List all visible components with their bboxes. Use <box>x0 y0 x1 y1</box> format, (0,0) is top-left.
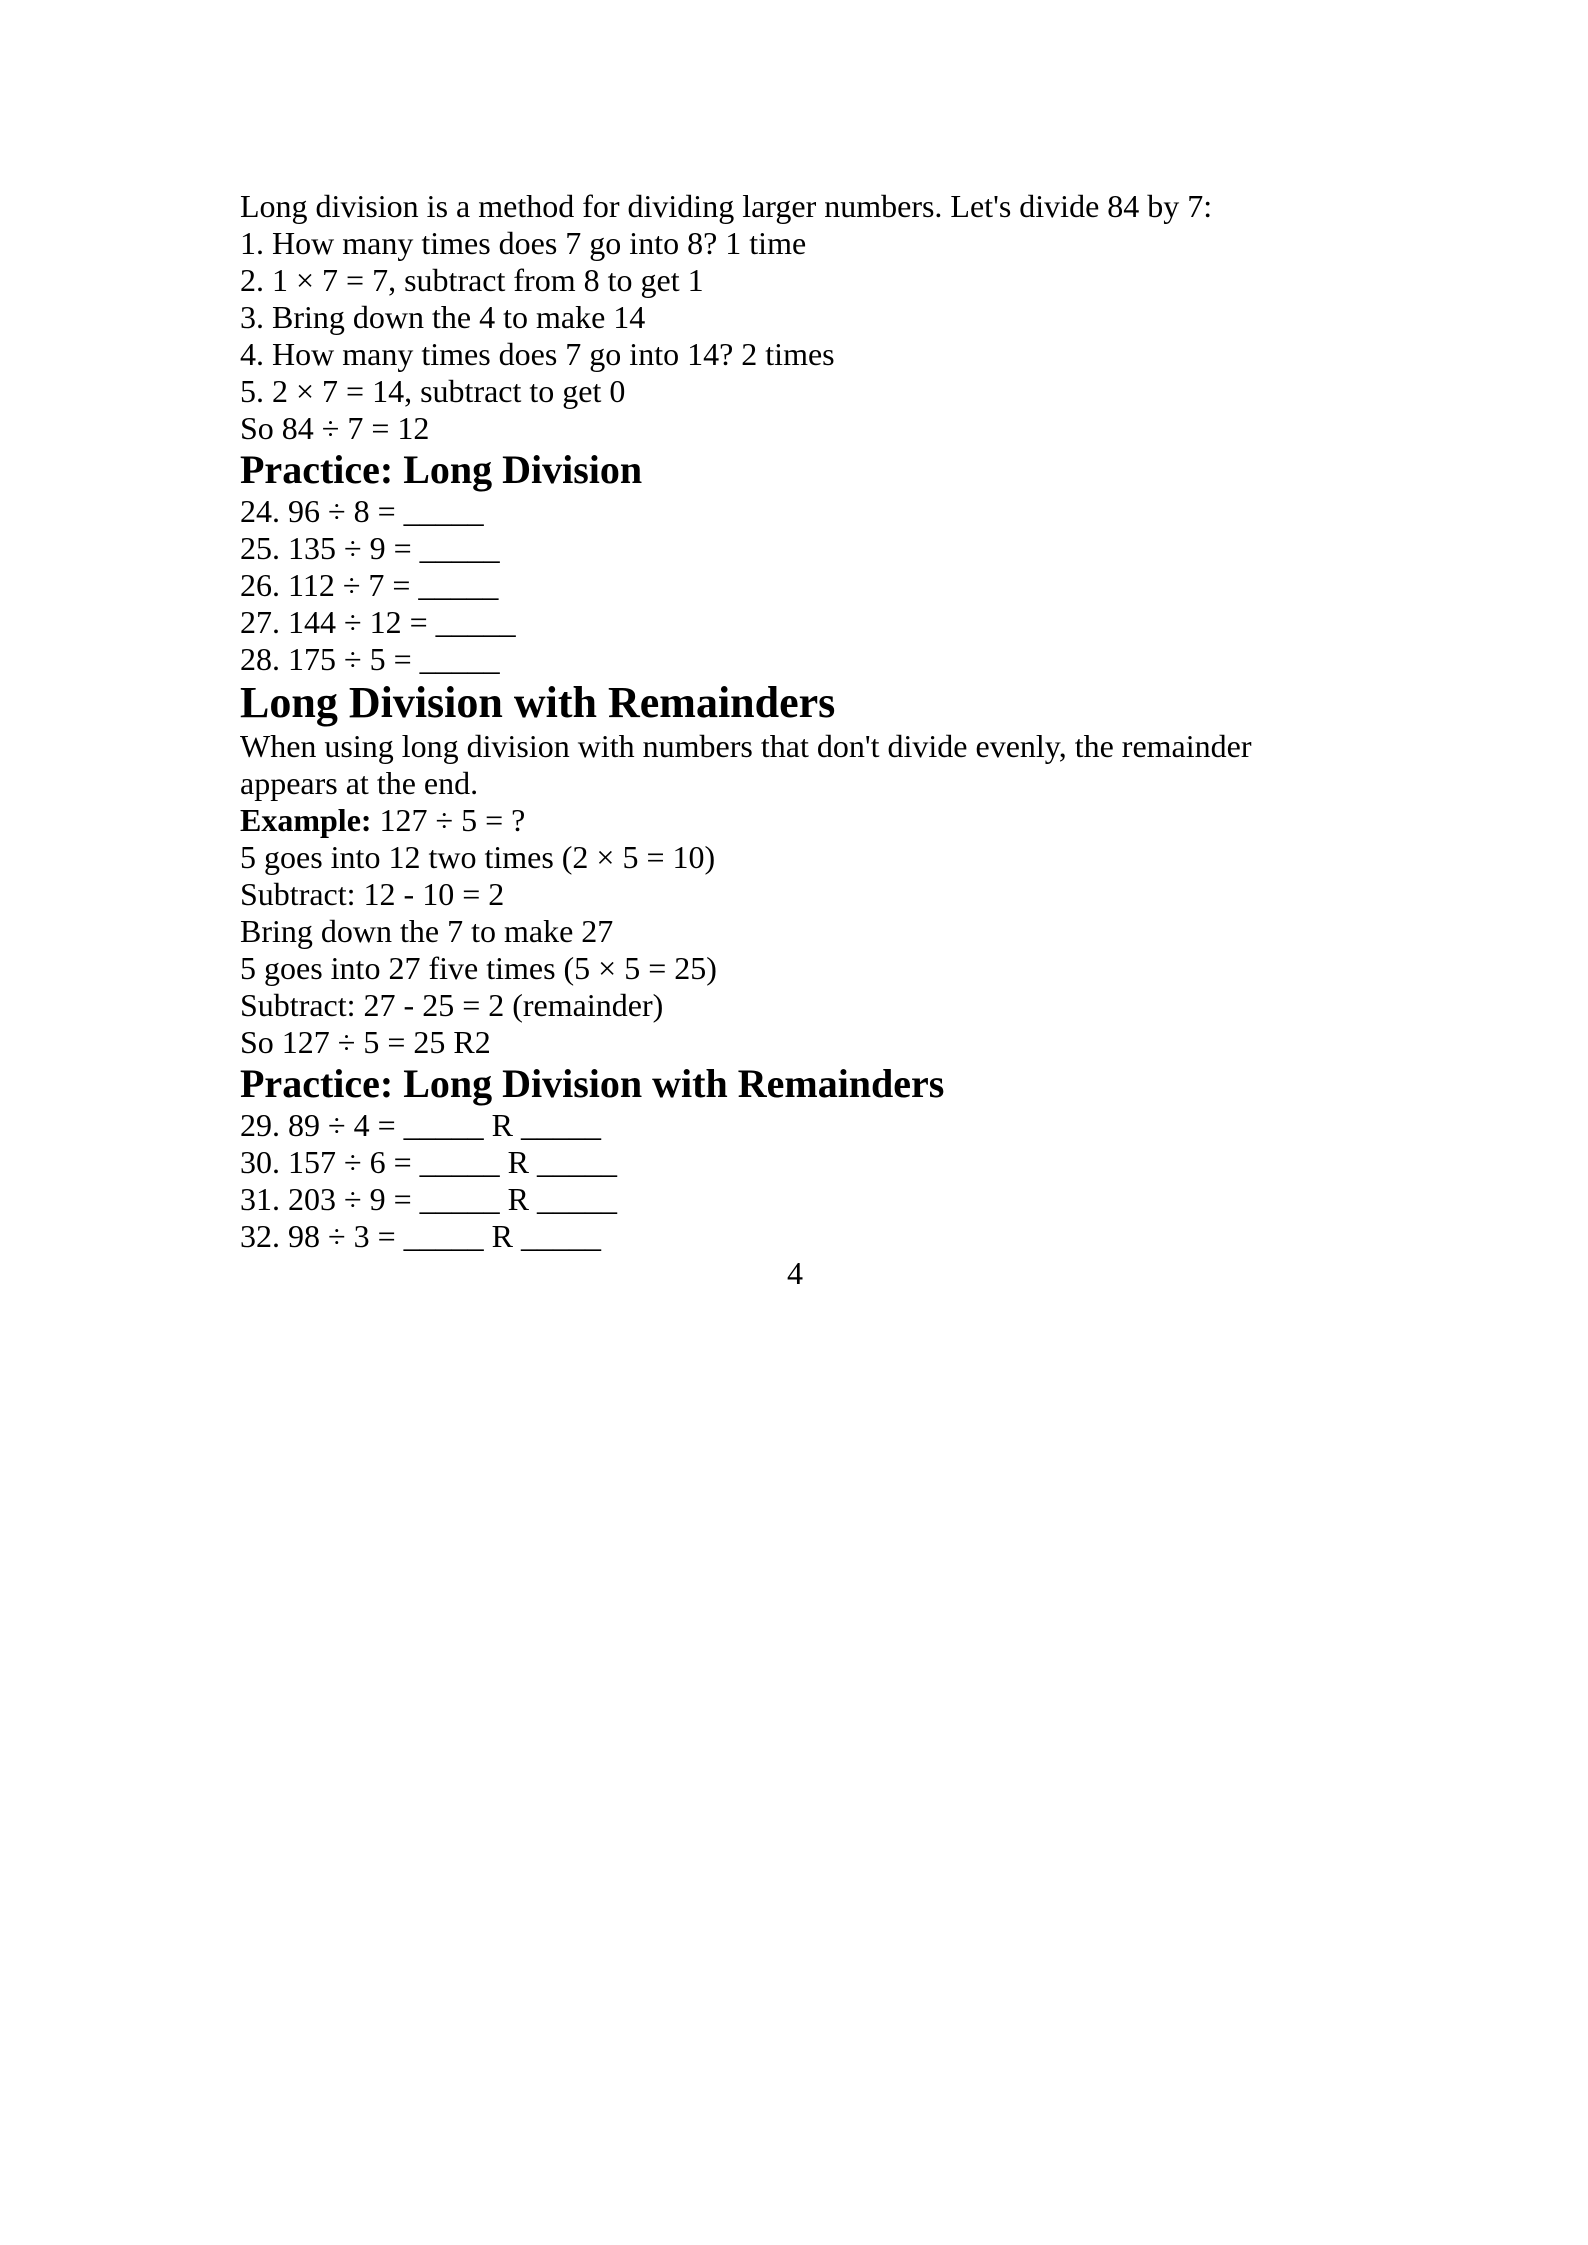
remainder-result-line: So 127 ÷ 5 = 25 R2 <box>240 1024 491 1060</box>
step-line: 1. How many times does 7 go into 8? 1 time <box>240 225 807 261</box>
explanation-line: 5 goes into 12 two times (2 × 5 = 10) <box>240 839 716 875</box>
explanation-line: Subtract: 12 - 10 = 2 <box>240 876 505 912</box>
page-number: 4 <box>787 1255 803 1291</box>
practice-problem: 28. 175 ÷ 5 = _____ <box>240 641 500 677</box>
explanation-line: 5 goes into 27 five times (5 × 5 = 25) <box>240 950 717 986</box>
example-line <box>240 802 1350 839</box>
step-line: 3. Bring down the 4 to make 14 <box>240 299 646 335</box>
explanation-line: Bring down the 7 to make 27 <box>240 913 614 949</box>
remainders-intro-paragraph: When using long division with numbers that don't divide evenly, the remainder appears at the end. <box>240 728 1252 801</box>
example-label: Example: <box>240 802 372 838</box>
example-expression: 127 ÷ 5 = ? <box>371 802 526 838</box>
step-line: 2. 1 × 7 = 7, subtract from 8 to get 1 <box>240 262 704 298</box>
practice-problem: 32. 98 ÷ 3 = _____ R _____ <box>240 1218 601 1254</box>
practice-problem: 24. 96 ÷ 8 = _____ <box>240 493 484 529</box>
remainders-section-heading: Long Division with Remainders <box>240 678 836 727</box>
long-division-steps-list <box>240 225 1350 410</box>
practice-problem: 26. 112 ÷ 7 = _____ <box>240 567 499 603</box>
step-line: 5. 2 × 7 = 14, subtract to get 0 <box>240 373 626 409</box>
practice-problem: 25. 135 ÷ 9 = _____ <box>240 530 500 566</box>
practice-long-division-heading: Practice: Long Division <box>240 447 643 492</box>
practice-problem: 30. 157 ÷ 6 = _____ R _____ <box>240 1144 617 1180</box>
intro-paragraph: Long division is a method for dividing larger numbers. Let's divide 84 by 7: <box>240 188 1213 224</box>
remainder-explanation-block <box>240 839 1350 1024</box>
step-line: 4. How many times does 7 go into 14? 2 times <box>240 336 835 372</box>
practice-problem: 27. 144 ÷ 12 = _____ <box>240 604 516 640</box>
practice-problem: 29. 89 ÷ 4 = _____ R _____ <box>240 1107 601 1143</box>
division-result-line: So 84 ÷ 7 = 12 <box>240 410 430 446</box>
practice-remainders-heading: Practice: Long Division with Remainders <box>240 1061 945 1106</box>
practice-problem: 31. 203 ÷ 9 = _____ R _____ <box>240 1181 617 1217</box>
explanation-line: Subtract: 27 - 25 = 2 (remainder) <box>240 987 664 1023</box>
